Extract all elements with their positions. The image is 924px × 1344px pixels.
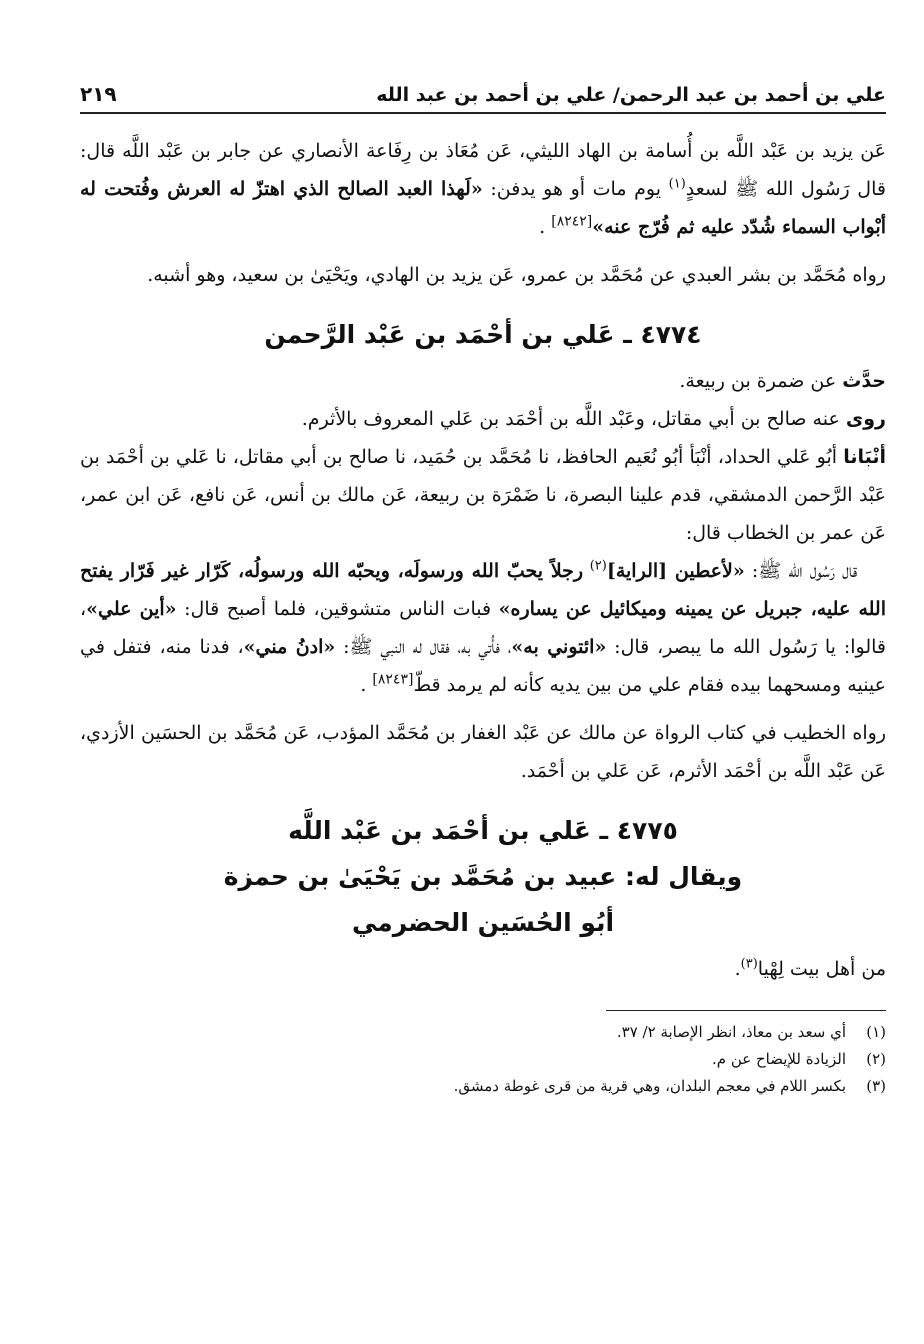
header-title: علي بن أحمد بن عبد الرحمن/ علي بن أحمد بن عبد الله bbox=[376, 84, 886, 106]
lead-word-haddath: حدَّث bbox=[842, 370, 886, 392]
footnote-ref-1[interactable]: (١) bbox=[668, 176, 686, 192]
full-stop-3: . bbox=[734, 958, 741, 980]
hadith-ref-number-2: [٨٢٤٣] bbox=[372, 671, 414, 688]
hadith-text-2: ، قالوا: يا رَسُول الله ما يبصر، قال: bbox=[80, 598, 886, 658]
footnote-number: (٣) bbox=[866, 1077, 886, 1095]
anbana-text: أبُو عَلي الحداد، أنْبَأ أبُو نُعَيم الحافظ، نا مُحَمَّد بن حُمَيد، نا صالح بن أبي مقاتل، نا عَلي بن أحْمَد بن عَبْد الرَّحمن الدمشقي، قدم علينا البصرة، نا ضَمْرَة بن ربيعة، عَن مالك بن أنس، عَن نافع، عَن ابن عمر، عَن عمر بن الخطاب قال: bbox=[80, 446, 886, 544]
footnote-1 bbox=[80, 1019, 886, 1046]
full-stop-2: . bbox=[360, 674, 367, 696]
full-stop: . bbox=[539, 216, 546, 238]
entry-heading-4775: ٤٧٧٥ ـ عَلي بن أحْمَد بن عَبْد اللَّه bbox=[288, 816, 678, 845]
hadith-text-1: فبات الناس متشوقين، فلما أصبح قال: bbox=[176, 598, 499, 620]
isnad-text-cont: يوم مات أو هو يدفن: bbox=[482, 178, 669, 200]
hadith-quote-4: «ائتوني به» bbox=[511, 636, 607, 658]
footnote-text: بكسر اللام في معجم البلدان، وهي قرية من قرى غوطة دمشق. bbox=[453, 1077, 846, 1095]
page-number: ٢١٩ bbox=[80, 82, 117, 106]
lead-word-anbana: أنْبَانا bbox=[843, 446, 886, 468]
paragraph-origin bbox=[80, 950, 886, 988]
hadith-quote: «لَهذا العبد الصالح الذي اهتزّ له العرش وفُتحت له أبْواب السماء شُدّد عليه ثم فُرّج عنه» bbox=[80, 178, 886, 238]
footnote-ref-3[interactable]: (٣) bbox=[740, 956, 758, 972]
paragraph-haddath bbox=[80, 362, 886, 400]
book-page bbox=[80, 60, 886, 1100]
hadith-quote-2: رجلاً يحبّ الله ورسولَه، ويحبّه الله ورسولُه، كَرّار غير فَرّار يفتح الله عليه، جبريل عن يمينه وميكائيل عن يساره» bbox=[80, 560, 886, 620]
footnote-number: (٢) bbox=[866, 1050, 886, 1068]
hadith-intro: قال رَسُول الله ﷺ: bbox=[744, 560, 858, 582]
hadith-quote-1: «لأعطين [الراية] bbox=[606, 560, 745, 582]
entry-heading-4775-alias: ويقال له: عبيد بن مُحَمَّد بن يَحْيَىٰ بن حمزة bbox=[223, 862, 743, 891]
footnote-text: أي سعد بن معاذ، انظر الإصابة ٢/ ٣٧. bbox=[616, 1023, 846, 1041]
paragraph-rawa bbox=[80, 400, 886, 438]
origin-text: من أهل بيت لِهْيا bbox=[757, 958, 886, 980]
hadith-quote-3: «أين علي» bbox=[86, 598, 177, 620]
running-header bbox=[80, 60, 886, 114]
footnote-ref-2[interactable]: (٢) bbox=[589, 558, 607, 574]
paragraph-riwaya: رواه مُحَمَّد بن بشر العبدي عن مُحَمَّد بن عمرو، عَن يزيد بن الهادي، ويَحْيَىٰ بن سعيد، وهو أشبه. bbox=[147, 264, 886, 286]
footnote-2 bbox=[80, 1046, 886, 1073]
footnote-number: (١) bbox=[866, 1023, 886, 1041]
hadith-ref-number: [٨٢٤٢] bbox=[551, 213, 593, 230]
entry-heading-4774: ٤٧٧٤ ـ عَلي بن أحْمَد بن عَبْد الرَّحمن bbox=[264, 320, 702, 349]
entry-heading-4775-kunya: أبُو الحُسَين الحضرمي bbox=[351, 908, 615, 937]
paragraph-isnad bbox=[80, 132, 886, 246]
footnote-3 bbox=[80, 1073, 886, 1100]
hadith-quote-5: «ادنُ مني» bbox=[243, 636, 336, 658]
hadith-text-4: ، فدنا منه، فتفل في عينيه ومسحهما بيده فقام علي من بين يديه كأنه لم يرمد قطّ bbox=[80, 636, 886, 696]
footnote-text: الزيادة للإيضاح عن م. bbox=[712, 1050, 846, 1068]
isnad-text: عَن يزيد بن عَبْد اللَّه بن أُسامة بن الهاد الليثي، عَن مُعَاذ بن رِفَاعة الأنصاري عن جابر بن عَبْد اللَّه قال: قال رَسُول الله ﷺ لسعدٍ bbox=[80, 140, 887, 200]
haddath-text: عن ضمرة بن ربيعة. bbox=[679, 370, 843, 392]
paragraph-rawah-khatib: رواه الخطيب في كتاب الرواة عن مالك عن عَبْد الغفار بن مُحَمَّد المؤدب، عَن مُحَمَّد بن الحسَين الأزدي، عَن عَبْد اللَّه بن أحْمَد الأثرم، عَن عَلي بن أحْمَد. bbox=[80, 722, 886, 782]
hadith-text-3: ، فأُتي به، فقال له النبي ﷺ: bbox=[335, 636, 512, 658]
rawa-text: عنه صالح بن أبي مقاتل، وعَبْد اللَّه بن أحْمَد بن عَلي المعروف بالأثرم. bbox=[301, 408, 846, 430]
lead-word-rawa: روى bbox=[845, 408, 886, 430]
paragraph-hadith bbox=[80, 552, 886, 704]
paragraph-anbana bbox=[80, 438, 886, 552]
footnotes bbox=[80, 1019, 886, 1100]
